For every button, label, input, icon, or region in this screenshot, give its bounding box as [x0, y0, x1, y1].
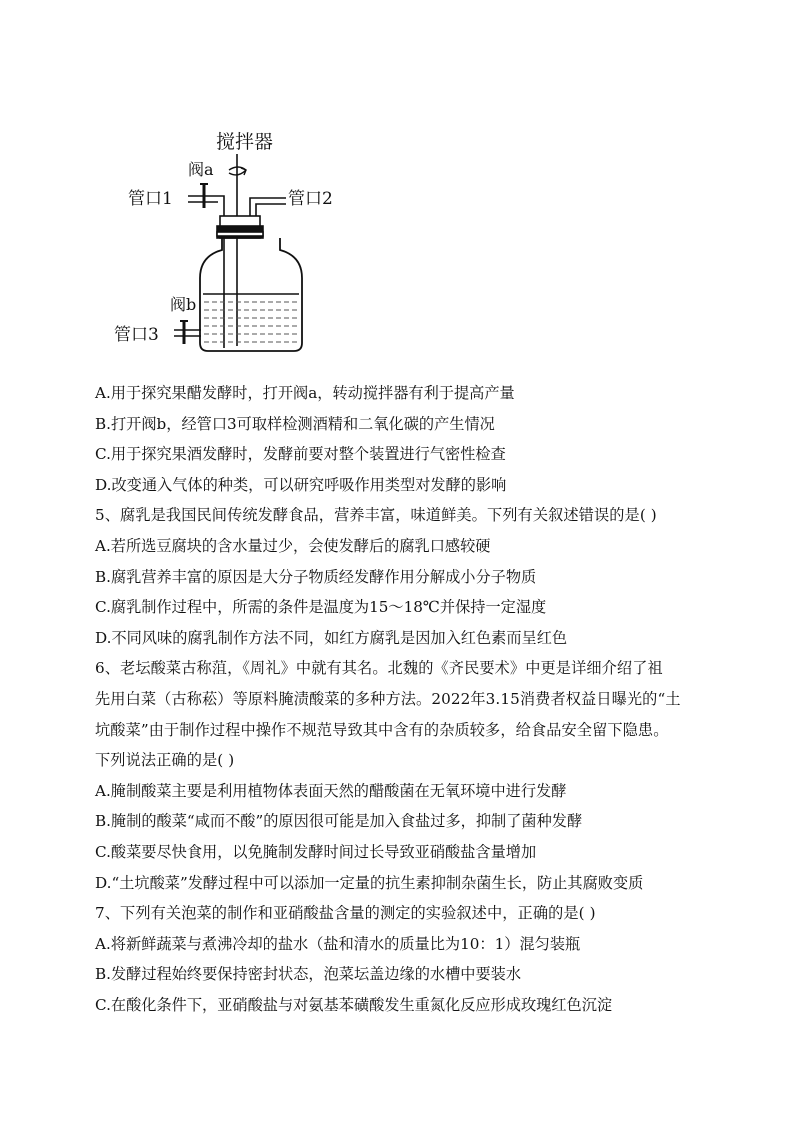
stopper [217, 216, 263, 238]
question-6-stem: 坑酸菜”由于制作过程中操作不规范导致其中含有的杂质较多，给食品安全留下隐患。 [95, 720, 669, 739]
pipe-2 [250, 198, 286, 218]
option-line: B.打开阀b，经管口3可取样检测酒精和二氧化碳的产生情况 [95, 414, 495, 433]
option-line: D.改变通入气体的种类，可以研究呼吸作用类型对发酵的影响 [95, 475, 507, 494]
question-6-stem: 先用白菜（古称菘）等原料腌渍酸菜的多种方法。2022年3.15消费者权益日曝光的“土 [95, 689, 681, 708]
option-line: C.在酸化条件下，亚硝酸盐与对氨基苯磺酸发生重氮化反应形成玫瑰红色沉淀 [95, 995, 613, 1014]
fermentation-apparatus-figure [100, 118, 360, 363]
pipe2-label: 管口2 [288, 189, 333, 209]
pipe-3 [174, 321, 201, 344]
question-text [95, 378, 735, 1020]
pipe-1 [188, 184, 224, 348]
pipe3-label: 管口3 [114, 325, 159, 345]
valve-b-label: 阀b [170, 295, 197, 314]
option-line: B.腐乳营养丰富的原因是大分子物质经发酵作用分解成小分子物质 [95, 567, 537, 586]
liquid [203, 294, 299, 342]
option-line: A.腌制酸菜主要是利用植物体表面天然的醋酸菌在无氧环境中进行发酵 [95, 781, 567, 800]
option-line: A.若所选豆腐块的含水量过少，会使发酵后的腐乳口感较硬 [95, 536, 491, 555]
option-line: C.腐乳制作过程中，所需的条件是温度为15～18℃并保持一定湿度 [95, 598, 547, 617]
option-line: D.“土坑酸菜”发酵过程中可以添加一定量的抗生素抑制杂菌生长，防止其腐败变质 [95, 873, 644, 892]
option-line: A.用于探究果醋发酵时，打开阀a，转动搅拌器有利于提高产量 [95, 384, 515, 402]
question-6-stem: 6、老坛酸菜古称菹，《周礼》中就有其名。北魏的《齐民要术》中更是详细介绍了祖 [95, 659, 663, 678]
pipe1-label: 管口1 [128, 189, 173, 209]
option-line: C.用于探究果酒发酵时，发酵前要对整个装置进行气密性检查 [95, 445, 506, 464]
option-line: A.将新鲜蔬菜与煮沸冷却的盐水（盐和清水的质量比为10：1）混匀装瓶 [95, 934, 581, 953]
option-line: D.不同风味的腐乳制作方法不同，如红方腐乳是因加入红色素而呈红色 [95, 628, 568, 647]
question-5-stem: 5、腐乳是我国民间传统发酵食品，营养丰富，味道鲜美。下列有关叙述错误的是( ) [95, 506, 657, 525]
apparatus-diagram [100, 118, 360, 363]
question-6-stem: 下列说法正确的是( ) [95, 751, 235, 770]
option-line: B.发酵过程始终要保持密封状态，泡菜坛盖边缘的水槽中要装水 [95, 965, 522, 984]
stirrer-label: 搅拌器 [216, 131, 274, 153]
question-7-stem: 7、下列有关泡菜的制作和亚硝酸盐含量的测定的实验叙述中，正确的是( ) [95, 904, 596, 923]
option-line: C.酸菜要尽快食用，以免腌制发酵时间过长导致亚硝酸盐含量增加 [95, 842, 537, 861]
option-line: B.腌制的酸菜“咸而不酸”的原因很可能是加入食盐过多，抑制了菌种发酵 [95, 812, 583, 831]
valve-a-label: 阀a [188, 160, 214, 179]
